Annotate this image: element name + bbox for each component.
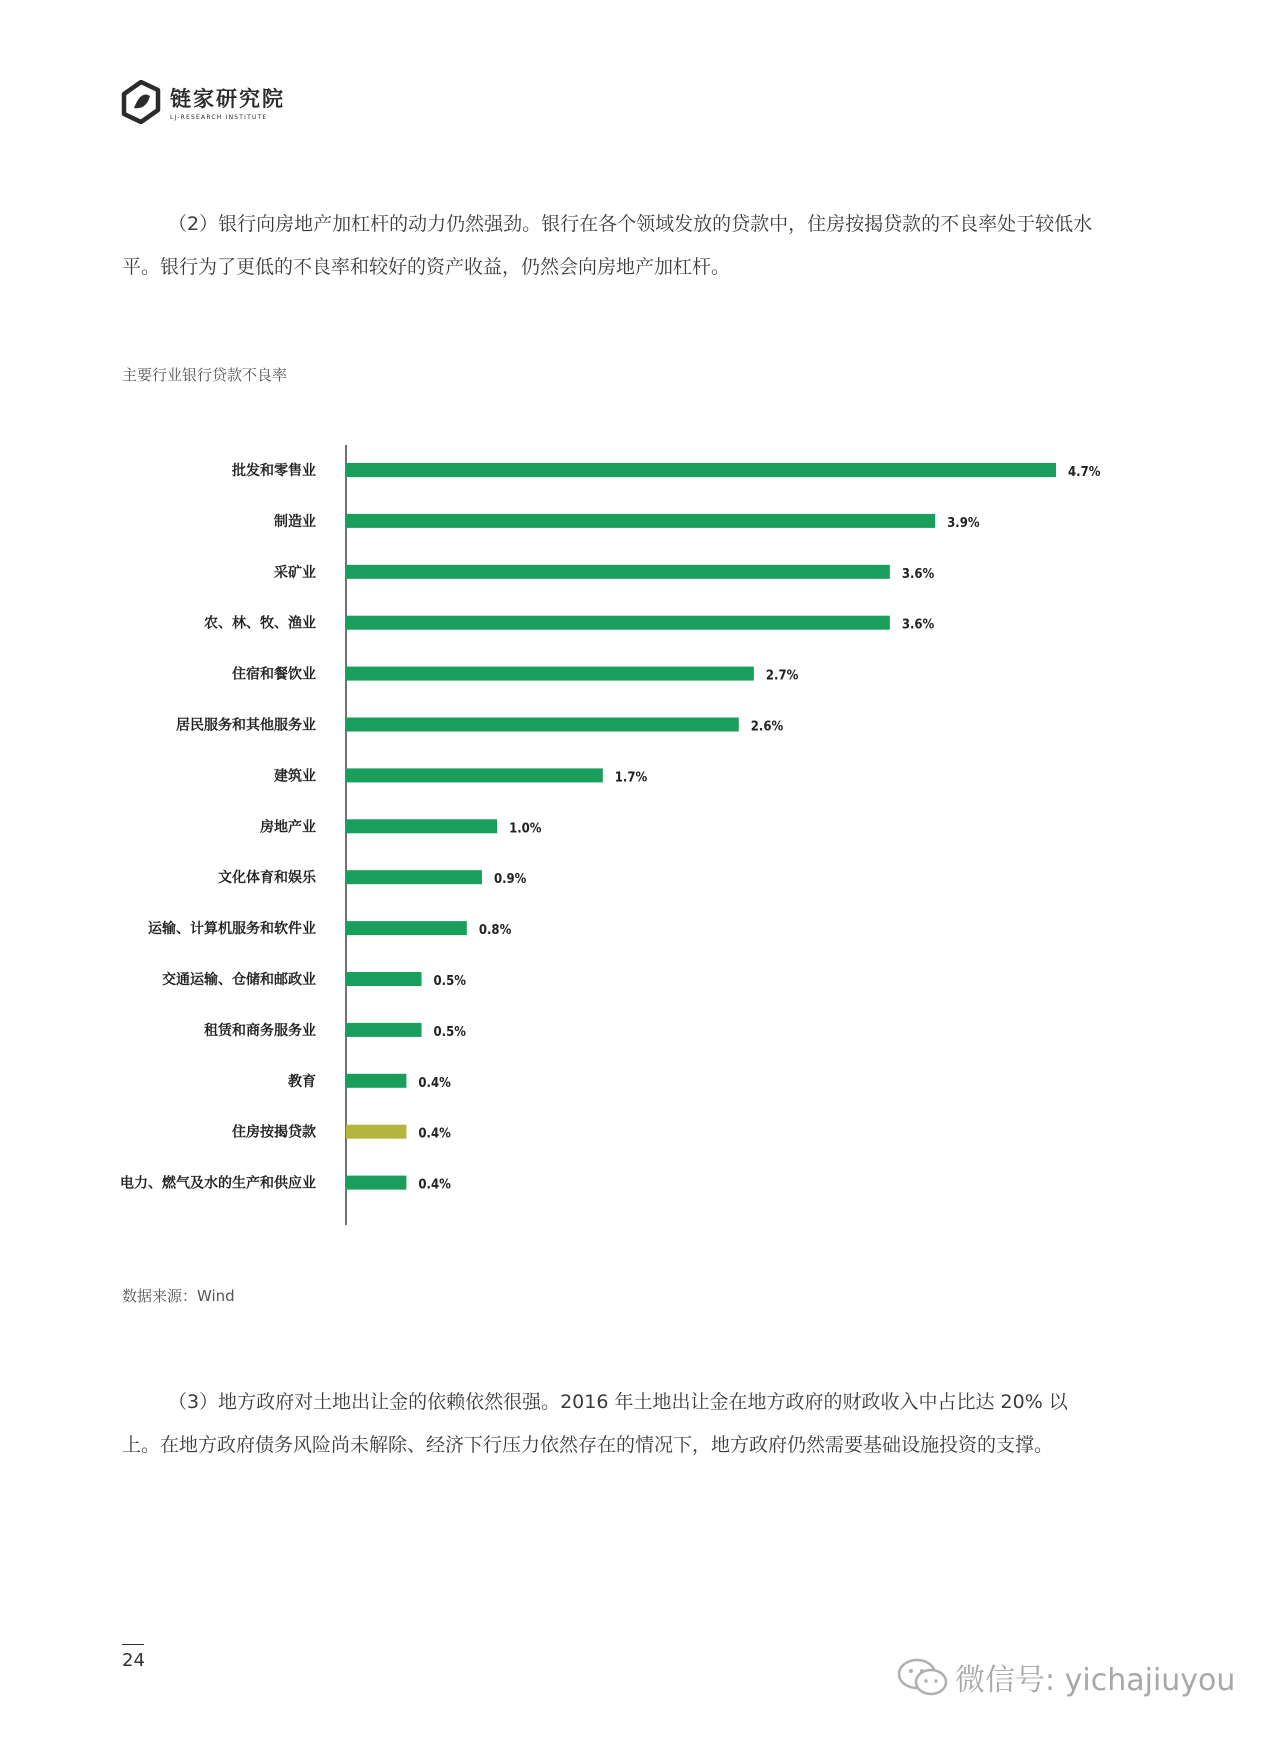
value-label: 0.4%	[418, 1075, 451, 1091]
value-label: 3.6%	[901, 566, 935, 582]
value-label: 3.9%	[947, 515, 980, 531]
category-label: 批发和零售业	[232, 463, 316, 479]
bar	[346, 972, 422, 986]
value-label: 3.6%	[901, 617, 935, 633]
logo-name: 链家研究院	[170, 87, 285, 111]
category-label: 电力、燃气及水的生产和供应业	[120, 1175, 316, 1192]
bar	[346, 819, 497, 833]
category-label: 文化体育和娱乐	[218, 870, 316, 887]
category-label: 住宿和餐饮业	[232, 666, 316, 683]
category-label: 农、林、牧、渔业	[204, 615, 316, 632]
value-label: 2.7%	[765, 668, 799, 684]
category-label: 建筑业	[274, 768, 316, 785]
category-label: 制造业	[274, 513, 316, 530]
bar	[346, 1074, 406, 1088]
wechat-watermark	[895, 1655, 1235, 1699]
value-label: 4.7%	[1068, 465, 1101, 480]
bar	[346, 514, 935, 528]
logo-icon	[120, 80, 162, 124]
logo-english: LJ-RESEARCH INSTITUTE	[170, 114, 268, 121]
value-label: 0.8%	[478, 923, 512, 939]
watermark-text: 微信号: yichajiuyou	[955, 1663, 1236, 1698]
category-label: 居民服务和其他服务业	[176, 717, 316, 734]
logo	[120, 80, 285, 124]
value-label: 0.4%	[418, 1126, 451, 1142]
category-label: 教育	[288, 1073, 316, 1090]
bar	[346, 768, 603, 782]
category-label: 房地产业	[260, 819, 316, 836]
category-label: 交通运输、仓储和邮政业	[162, 972, 316, 988]
page-number: 24	[122, 1650, 145, 1671]
value-label: 2.6%	[750, 719, 784, 735]
bar	[346, 1125, 406, 1139]
paragraph-3: （3）地方政府对土地出让金的依赖依然很强。2016 年土地出让金在地方政府的财政收入中占比达 20% 以上。在地方政府债务风险尚未解除、经济下行压力依然存在的情况下，地方政府仍然需要基础设施投资的支撑。	[122, 1391, 1068, 1456]
page-number-rule	[122, 1644, 144, 1645]
value-label: 0.5%	[433, 974, 466, 989]
wechat-icon	[895, 1656, 951, 1698]
value-label: 1.7%	[614, 770, 648, 786]
bar	[346, 870, 482, 884]
chart-title: 主要行业银行贷款不良率	[122, 366, 288, 384]
bar	[346, 1023, 422, 1037]
bar	[346, 667, 754, 681]
paragraph-2: （2）银行向房地产加杠杆的动力仍然强劲。银行在各个领域发放的贷款中，住房按揭贷款的不良率处于较低水平。银行为了更低的不良率和较好的资产收益，仍然会向房地产加杠杆。	[122, 213, 1093, 278]
bar	[346, 463, 1056, 477]
bar	[346, 616, 890, 630]
bar	[346, 718, 739, 732]
value-label: 1.0%	[509, 821, 542, 837]
category-label: 运输、计算机服务和软件业	[148, 921, 316, 938]
category-label: 采矿业	[274, 564, 316, 581]
bar	[346, 1176, 406, 1190]
data-source: 数据来源：Wind	[122, 1287, 235, 1305]
value-label: 0.4%	[418, 1177, 451, 1193]
category-label: 住房按揭贷款	[232, 1124, 316, 1141]
category-label: 租赁和商务服务业	[204, 1022, 316, 1039]
value-label: 0.5%	[433, 1024, 466, 1040]
bar	[346, 921, 467, 935]
bar	[346, 565, 890, 579]
value-label: 0.9%	[493, 872, 527, 888]
